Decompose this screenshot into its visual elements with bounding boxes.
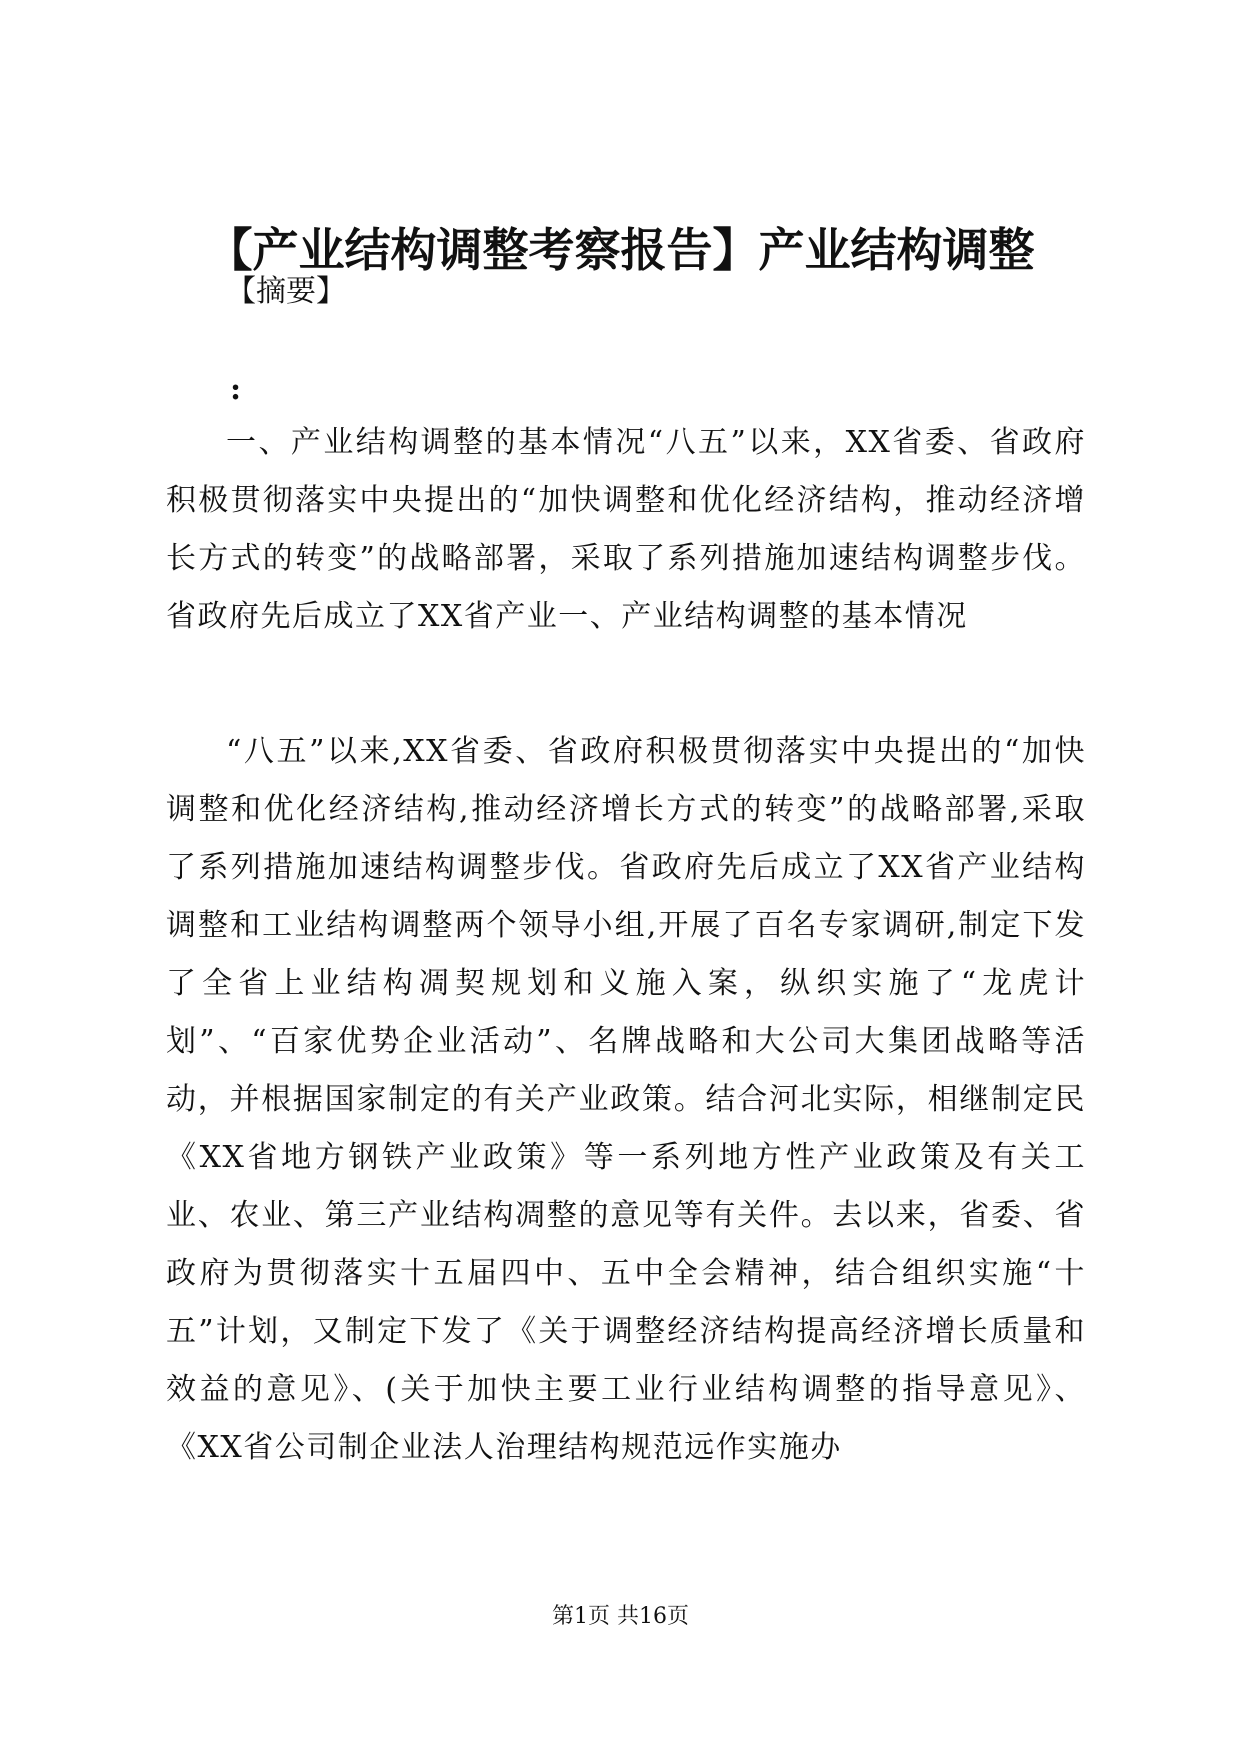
body-paragraph-1: 一、产业结构调整的基本情况“八五”以来，XX省委、省政府积极贯彻落实中央提出的“加快调整和优化经济结构，推动经济增长方式的转变”的战略部署，采取了系列措施加速结构调整步伐。省政府先后成立了XX省产业一、产业结构调整的基本情况 [166,425,1086,634]
abstract-label: 【摘要】 [226,274,346,309]
body-paragraph-2: “八五”以来,XX省委、省政府积极贯彻落实中央提出的“加快调整和优化经济结构,推动经济增长方式的转变”的战略部署,采取了系列措施加速结构调整步伐。省政府先后成立了XX省产业结构调整和工业结构调整两个领导小组,开展了百名专家调研,制定下发了全省上业结构凋契规划和义施入案，纵织实施了“龙虎计划”、“百家优势企业活动”、名牌战略和大公司大集团战略等活动，并根据国家制定的有关产业政策。结合河北实际，相继制定民《XX省地方钢铁产业政策》等一系列地方性产业政策及有关工业、农业、第三产业结构凋整的意见等有关件。去以来，省委、省政府为贯彻落实十五届四中、五中全会精神，结合组织实施“十五”计划，又制定下发了《关于调整经济结构提高经济增长质量和效益的意见》、(关于加快主要工业行业结构调整的指导意见》、《XX省公司制企业法人治理结构规范远作实施办 [166,734,1086,1465]
abstract-colon: : [230,372,242,407]
page-number-footer: 第1页 共16页 [552,1604,689,1629]
document-title: 【产业结构调整考察报告】产业结构调整 [206,223,1035,277]
